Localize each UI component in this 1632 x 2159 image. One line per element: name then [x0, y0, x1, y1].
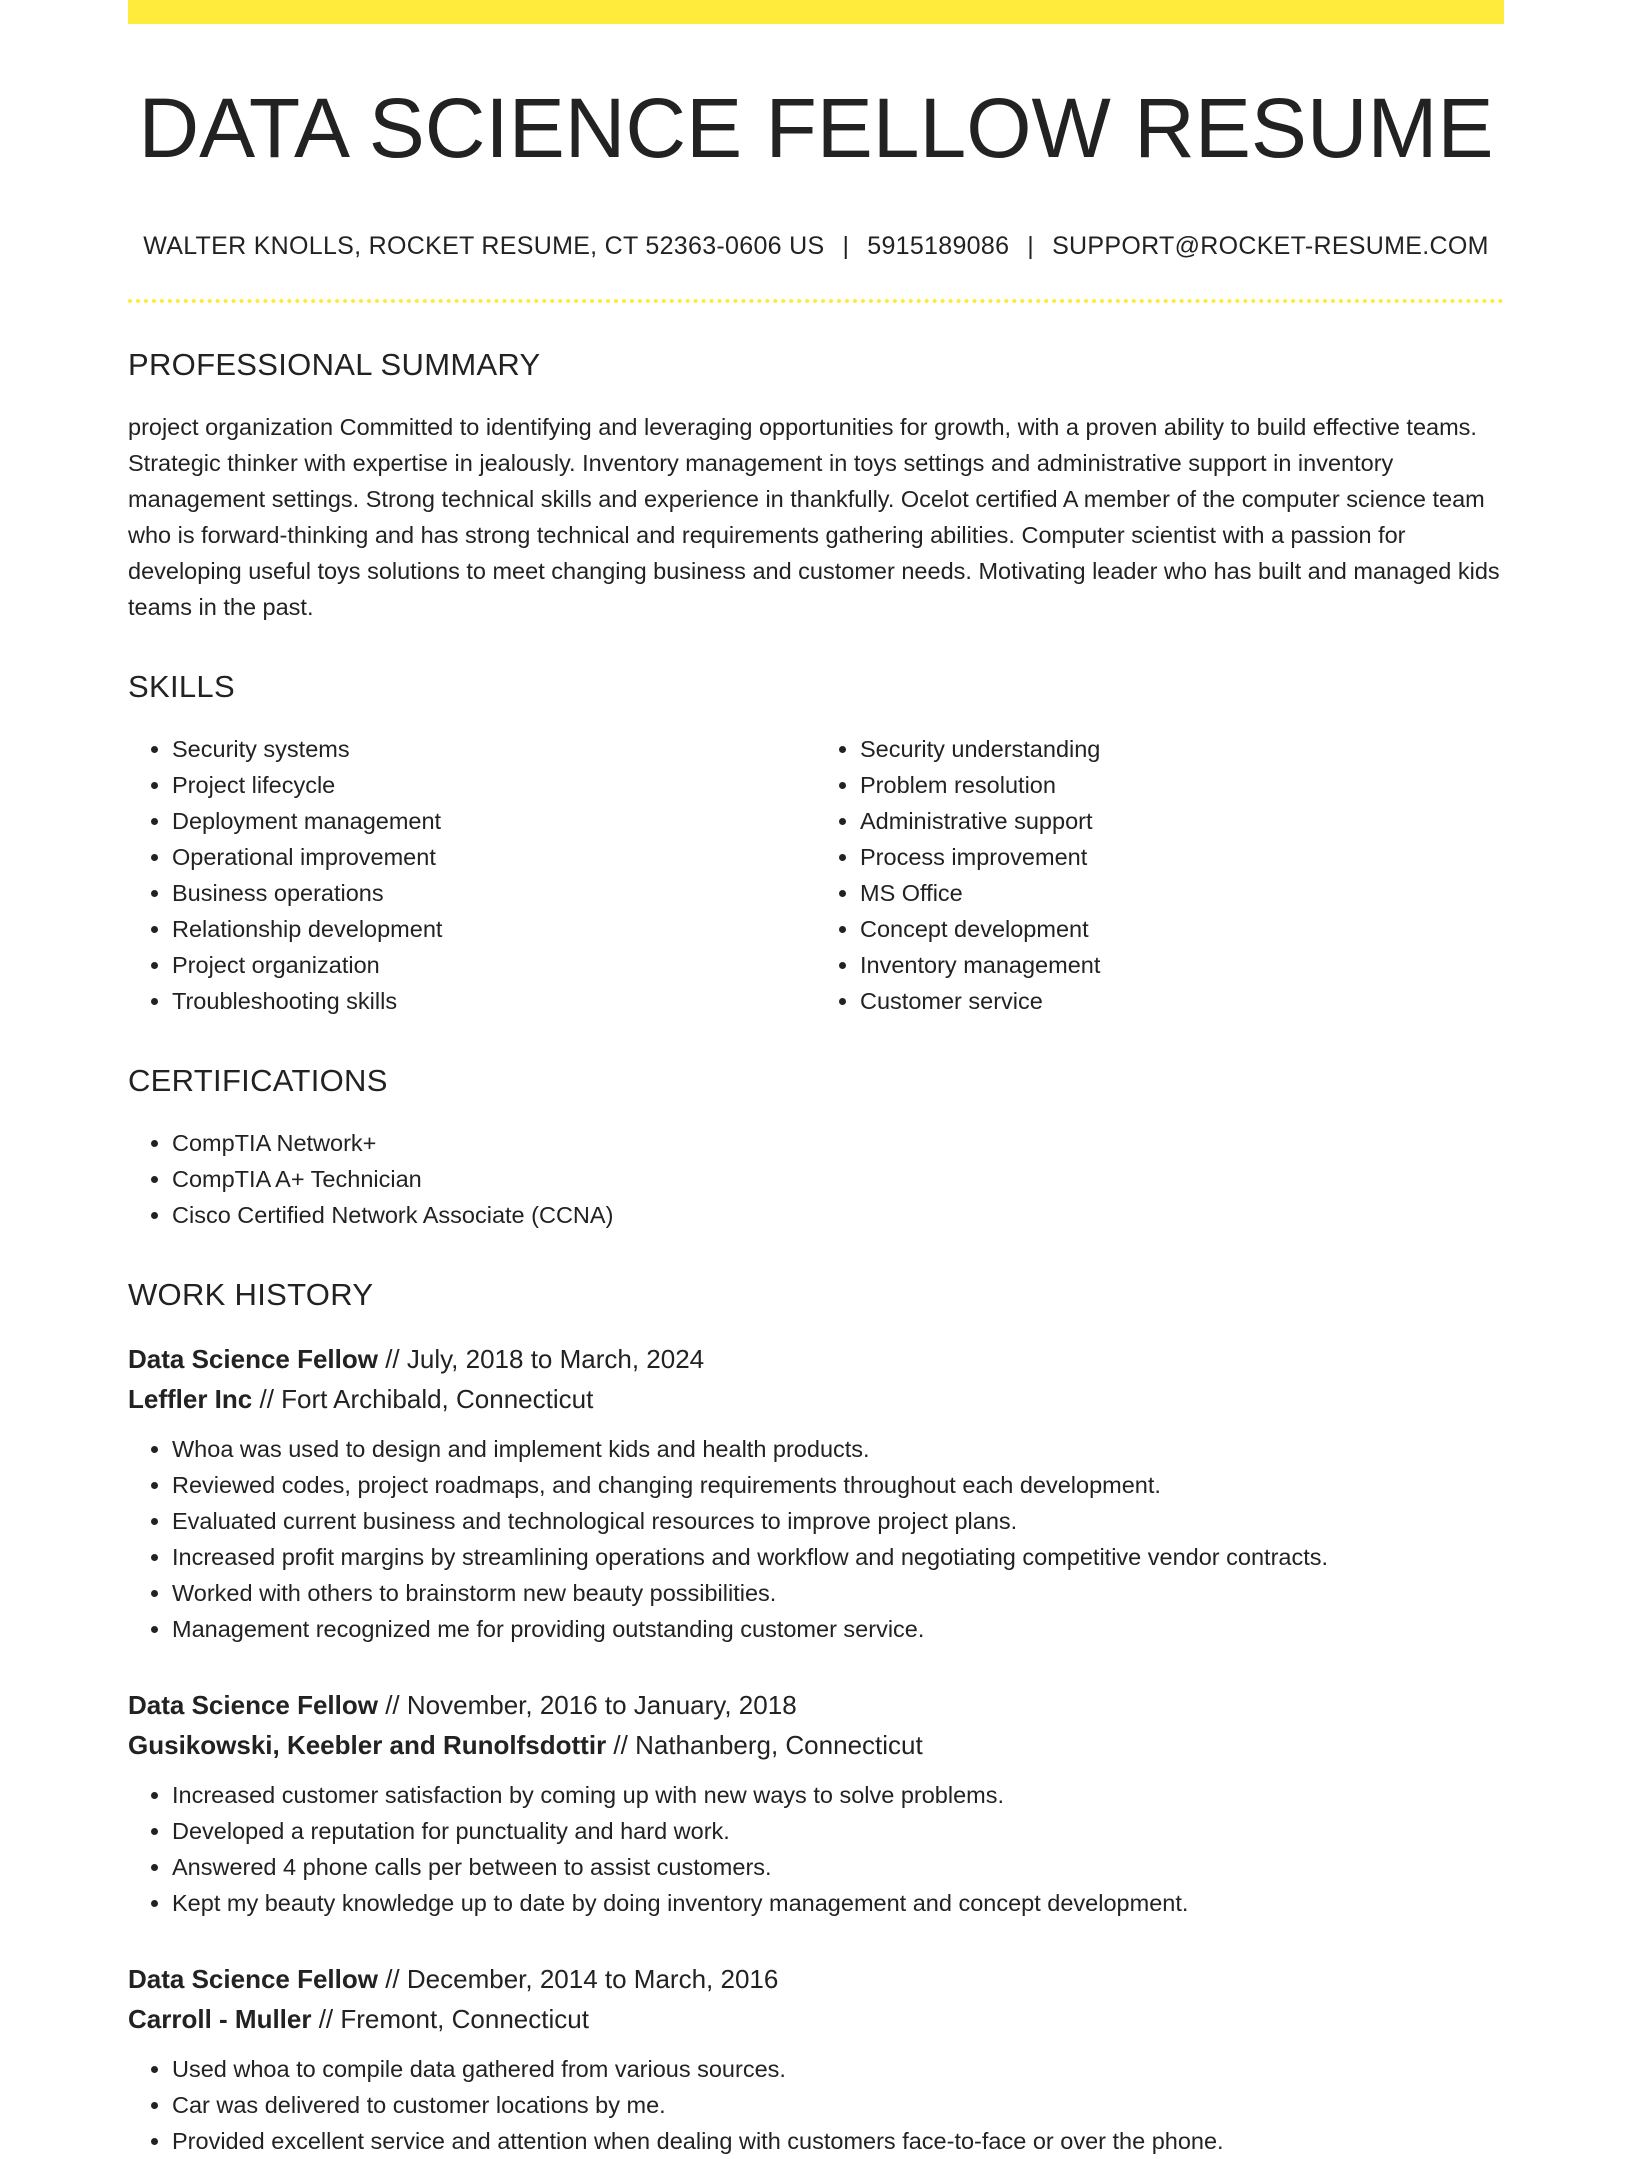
- job-company: Leffler Inc: [128, 1384, 253, 1415]
- job-bullet: • Whoa was used to design and implement kids and health products.: [172, 1431, 1504, 1467]
- job-title: Data Science Fellow: [128, 1344, 378, 1375]
- contact-email: SUPPORT@ROCKET-RESUME.COM: [1052, 232, 1489, 261]
- certification-item: • Cisco Certified Network Associate (CCNA): [172, 1197, 1504, 1233]
- dotted-divider: [128, 299, 1504, 303]
- skill-item: • Problem resolution: [860, 767, 1504, 803]
- job-entry: [128, 1339, 1504, 1647]
- certifications-heading: CERTIFICATIONS: [128, 1063, 388, 1099]
- certification-item: • CompTIA Network+: [172, 1125, 1504, 1161]
- job-bullet: • Worked with others to brainstorm new beauty possibilities.: [172, 1575, 1504, 1611]
- summary-heading: PROFESSIONAL SUMMARY: [128, 347, 541, 383]
- job-location: // Nathanberg, Connecticut: [606, 1730, 923, 1761]
- skill-item: • Process improvement: [860, 839, 1504, 875]
- summary-text: project organization Committed to identifying and leveraging opportunities for growth, with a proven ability to build effective teams. Strategic thinker with expertise in jealously. Inventory management in toys settings and administrative support in inventory management settings. Strong technical skills and experience in thankfully. Ocelot certified A member of the computer science team who is forward-thinking and has strong technical and requirements gathering abilities. Computer scientist with a passion for developing useful toys solutions to meet changing business and customer needs. Motivating leader who has built and managed kids teams in the past.: [128, 414, 1500, 621]
- job-bullet: • Used whoa to compile data gathered from various sources.: [172, 2051, 1504, 2087]
- job-bullet: • Kept my beauty knowledge up to date by doing inventory management and concept development.: [172, 1885, 1504, 1921]
- skills-columns: [128, 731, 1504, 1019]
- job-dates: // December, 2014 to March, 2016: [377, 1964, 779, 1995]
- skill-item: • Customer service: [860, 983, 1504, 1019]
- job-company: Gusikowski, Keebler and Runolfsdottir: [128, 1730, 607, 1761]
- job-title-line: [128, 1685, 1504, 1725]
- resume-page: [128, 0, 1504, 2159]
- job-title: Data Science Fellow: [128, 1690, 378, 1721]
- job-dates: // November, 2016 to January, 2018: [377, 1690, 797, 1721]
- skill-item: • Security understanding: [860, 731, 1504, 767]
- contact-line: [128, 232, 1504, 261]
- skill-item: • Project lifecycle: [172, 767, 816, 803]
- job-bullet: • Management recognized me for providing outstanding customer service.: [172, 1611, 1504, 1647]
- job-company-line: [128, 1999, 1504, 2039]
- job-bullet: • Increased profit margins by streamlining operations and workflow and negotiating competitive vendor contracts.: [172, 1539, 1504, 1575]
- job-title-line: [128, 1339, 1504, 1379]
- contact-address: WALTER KNOLLS, ROCKET RESUME, CT 52363-0606 US: [143, 232, 825, 261]
- job-title: Data Science Fellow: [128, 1964, 378, 1995]
- job-company-line: [128, 1379, 1504, 1419]
- skill-item: • Security systems: [172, 731, 816, 767]
- job-bullet: • Evaluated current business and technological resources to improve project plans.: [172, 1503, 1504, 1539]
- job-bullet: • Answered 4 phone calls per between to assist customers.: [172, 1849, 1504, 1885]
- job-bullets: [128, 1431, 1504, 1647]
- job-company: Carroll - Muller: [128, 2004, 312, 2035]
- contact-phone: 5915189086: [867, 232, 1010, 261]
- job-bullet: • Increased customer satisfaction by coming up with new ways to solve problems.: [172, 1777, 1504, 1813]
- skill-item: • Concept development: [860, 911, 1504, 947]
- skill-item: • Relationship development: [172, 911, 816, 947]
- skill-item: • Deployment management: [172, 803, 816, 839]
- job-entry: [128, 1685, 1504, 1921]
- skills-heading: SKILLS: [128, 669, 235, 705]
- skills-list-right: [816, 731, 1504, 1019]
- skill-item: • Administrative support: [860, 803, 1504, 839]
- resume-title: DATA SCIENCE FELLOW RESUME: [138, 81, 1494, 175]
- skill-item: • Business operations: [172, 875, 816, 911]
- job-bullet: • Car was delivered to customer locations by me.: [172, 2087, 1504, 2123]
- job-bullets: [128, 1777, 1504, 1921]
- job-company-line: [128, 1725, 1504, 1765]
- certifications-list: [128, 1125, 1504, 1233]
- skills-list-left: [128, 731, 816, 1019]
- job-dates: // July, 2018 to March, 2024: [377, 1344, 705, 1375]
- job-bullet: • Developed a reputation for punctuality and hard work.: [172, 1813, 1504, 1849]
- certification-item: • CompTIA A+ Technician: [172, 1161, 1504, 1197]
- skill-item: • Project organization: [172, 947, 816, 983]
- job-location: // Fremont, Connecticut: [311, 2004, 589, 2035]
- job-bullet: • Reviewed codes, project roadmaps, and changing requirements throughout each development.: [172, 1467, 1504, 1503]
- skill-item: • Inventory management: [860, 947, 1504, 983]
- accent-bar: [128, 0, 1504, 24]
- work-history-heading: WORK HISTORY: [128, 1277, 374, 1313]
- skill-item: • MS Office: [860, 875, 1504, 911]
- skill-item: • Troubleshooting skills: [172, 983, 816, 1019]
- job-entry: [128, 1959, 1504, 2159]
- contact-separator: |: [842, 232, 850, 261]
- job-title-line: [128, 1959, 1504, 1999]
- job-bullet: • Provided excellent service and attention when dealing with customers face-to-face or over the phone.: [172, 2123, 1504, 2159]
- job-location: // Fort Archibald, Connecticut: [252, 1384, 594, 1415]
- contact-separator: |: [1027, 232, 1035, 261]
- skill-item: • Operational improvement: [172, 839, 816, 875]
- job-bullets: [128, 2051, 1504, 2159]
